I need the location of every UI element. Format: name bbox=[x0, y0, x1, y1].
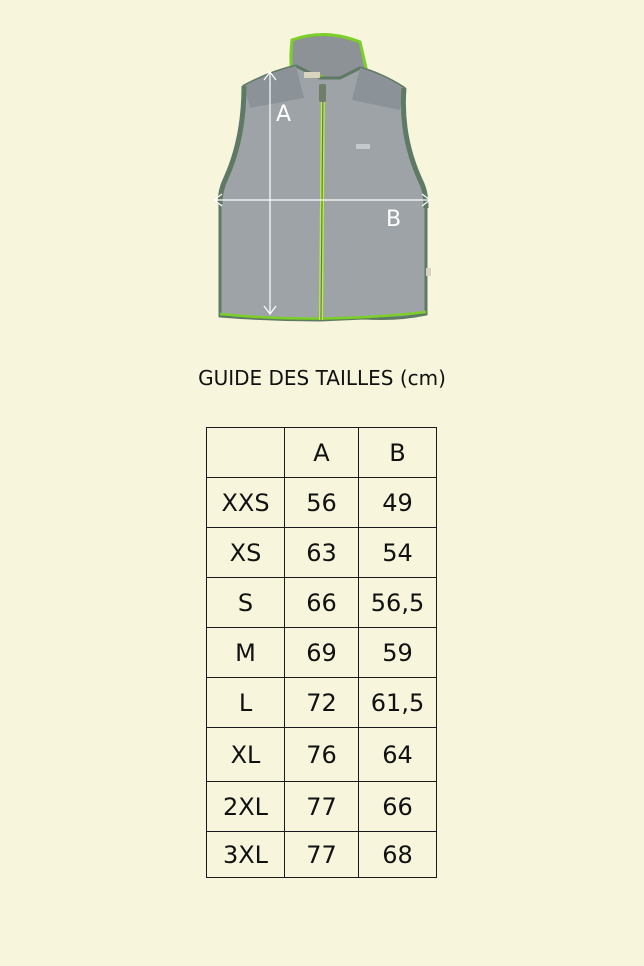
measure-a-cell: 77 bbox=[285, 832, 359, 878]
table-row bbox=[207, 782, 437, 832]
measure-a-cell: 77 bbox=[285, 782, 359, 832]
vest-side-tag bbox=[426, 268, 431, 276]
table-header-row bbox=[207, 428, 437, 478]
table-row bbox=[207, 528, 437, 578]
size-cell: XL bbox=[207, 728, 285, 782]
size-cell: S bbox=[207, 578, 285, 628]
size-cell: 3XL bbox=[207, 832, 285, 878]
table-row bbox=[207, 478, 437, 528]
vest-chest-logo bbox=[356, 144, 370, 149]
table-row bbox=[207, 628, 437, 678]
measure-b-cell: 64 bbox=[359, 728, 437, 782]
size-cell: 2XL bbox=[207, 782, 285, 832]
measurement-label-a: A bbox=[276, 102, 292, 127]
measure-b-cell: 66 bbox=[359, 782, 437, 832]
measure-a-cell: 63 bbox=[285, 528, 359, 578]
vest-photo-icon bbox=[200, 28, 450, 328]
measurement-label-b: B bbox=[386, 207, 402, 232]
vest-neck-label bbox=[304, 72, 320, 78]
table-row bbox=[207, 728, 437, 782]
size-cell: M bbox=[207, 628, 285, 678]
header-cell-a: A bbox=[285, 428, 359, 478]
measure-b-cell: 49 bbox=[359, 478, 437, 528]
size-guide-title: GUIDE DES TAILLES (cm) bbox=[198, 366, 446, 390]
measure-b-cell: 56,5 bbox=[359, 578, 437, 628]
measure-b-cell: 61,5 bbox=[359, 678, 437, 728]
header-cell-size bbox=[207, 428, 285, 478]
measure-b-cell: 59 bbox=[359, 628, 437, 678]
measure-a-cell: 69 bbox=[285, 628, 359, 678]
vest-zipper-pull bbox=[319, 84, 326, 102]
measure-b-cell: 54 bbox=[359, 528, 437, 578]
size-cell: L bbox=[207, 678, 285, 728]
measure-a-cell: 56 bbox=[285, 478, 359, 528]
table-row bbox=[207, 678, 437, 728]
table-row bbox=[207, 578, 437, 628]
size-table bbox=[206, 427, 437, 878]
measure-a-cell: 72 bbox=[285, 678, 359, 728]
measure-a-cell: 76 bbox=[285, 728, 359, 782]
measure-b-cell: 68 bbox=[359, 832, 437, 878]
table-row bbox=[207, 832, 437, 878]
measure-a-cell: 66 bbox=[285, 578, 359, 628]
size-cell: XXS bbox=[207, 478, 285, 528]
header-cell-b: B bbox=[359, 428, 437, 478]
size-cell: XS bbox=[207, 528, 285, 578]
